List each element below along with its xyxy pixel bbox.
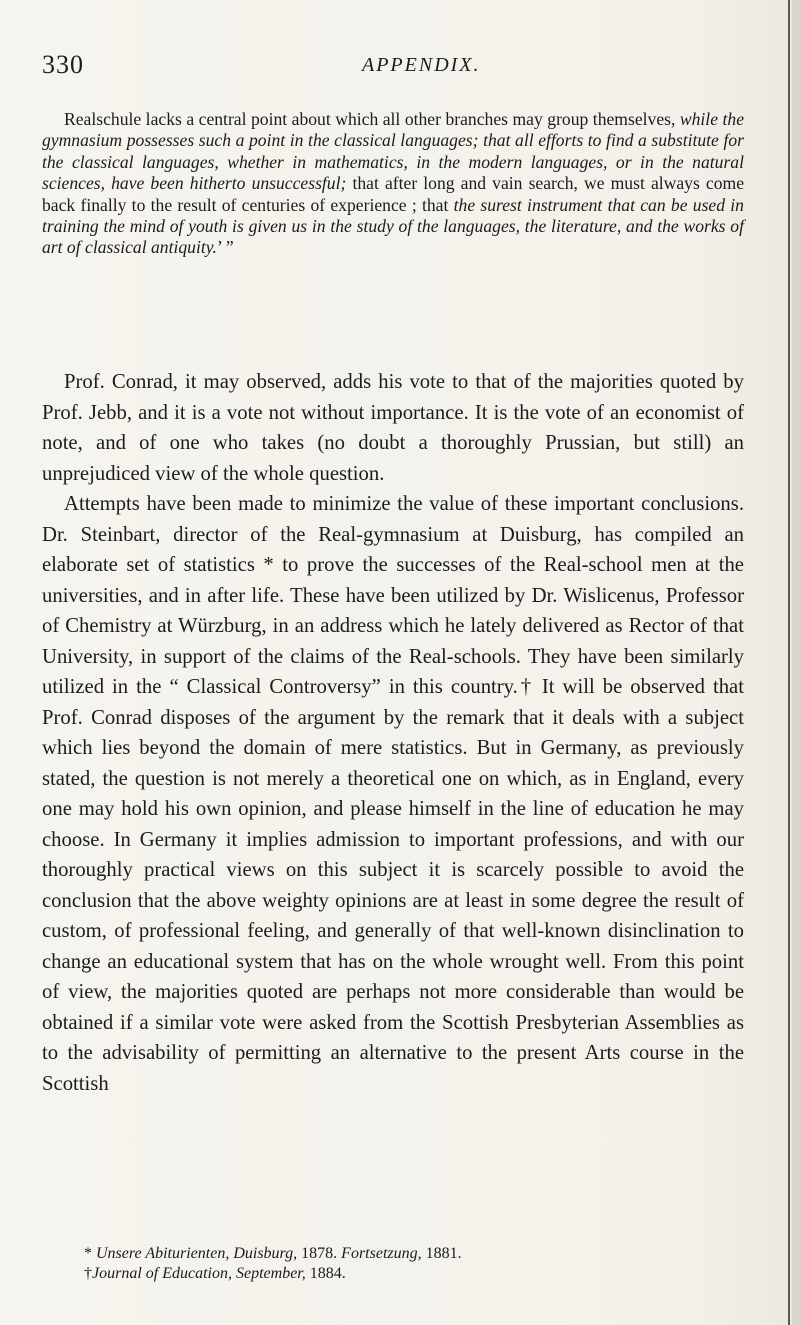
footnote [42,1244,744,1264]
footnote [42,1264,744,1284]
quote-segment-italic: while the gymnasium possesses such a point in the classical languages; that all efforts to find a substitute for the classical languages, whether in mathematics, in the modern languages, or in the natural sciences, have been hitherto unsuccessful; [42,109,744,194]
footnote-title: Fortsetzung, [341,1245,422,1262]
running-head: APPENDIX. [362,54,481,76]
footnote-text: 1881. [421,1245,462,1262]
footnote-mark: † [84,1265,92,1282]
footnote-title: Unsere Abiturienten, Duisburg, [96,1245,298,1262]
page-number: 330 [42,50,84,79]
body-text [42,367,744,1099]
quotation-block [42,109,744,259]
footnote-title: Journal of Education, September, [92,1265,306,1282]
page-header [42,40,682,80]
footnotes [42,1244,744,1284]
footnote-text: 1878. [297,1245,342,1262]
page-edge-line [788,0,790,1325]
quote-segment: Realschule lacks a central point about which all other branches may group themselves, [64,109,680,129]
quote-segment: ’ ” [216,237,234,258]
page-edge-shadow [792,0,801,1325]
quote-segment: that after long and vain search, we must always come back finally to the result of centuries of experience ; that [42,173,745,215]
footnote-mark: * [84,1245,96,1262]
paragraph: Attempts have been made to minimize the value of these important conclusions. Dr. Steinbart, director of the Real-gymnasium at Duisburg, has compiled an elaborate set of statistics * to prove the successes of the Real-school men at the universities, and in after life. These have been utilized by Dr. Wislicenus, Professor of Chemistry at Würzburg, in an address which he lately delivered as Rector of that University, in support of the claims of the Real-schools. They have been similarly utilized in the “ Classical Controversy” in this country.† It will be observed that Prof. Conrad disposes of the argument by the remark that it deals with a subject which lies beyond the domain of mere statistics. But in Germany, as previously stated, the question is not merely a theoretical one on which, as in England, every one may hold his own opinion, and please himself in the line of education he may choose. In Germany it implies admission to important professions, and with our thoroughly practical views on this subject it is scarcely possible to avoid the conclusion that the above weighty opinions are at least in some degree the result of custom, of professional feeling, and generally of that well-known disinclination to change an educational system that has on the whole wrought well. From this point of view, the majorities quoted are perhaps not more considerable than would be obtained if a similar vote were asked from the Scottish Presbyterian Assemblies as to the advisability of permitting an alternative to the present Arts course in the Scottish [42,493,744,1095]
quote-segment-italic: the surest instrument that can be used in training the mind of youth is given us in the study of the languages, the literature, and the works of art of classical antiquity. [42,194,744,258]
paragraph: Prof. Conrad, it may observed, adds his vote to that of the majorities quoted by Prof. Jebb, and it is a vote not without importance. It is the vote of an economist of note, and of one who takes (no doubt a thoroughly Prussian, but still) an unprejudiced view of the whole question. [42,371,744,485]
footnote-text: 1884. [305,1265,346,1282]
